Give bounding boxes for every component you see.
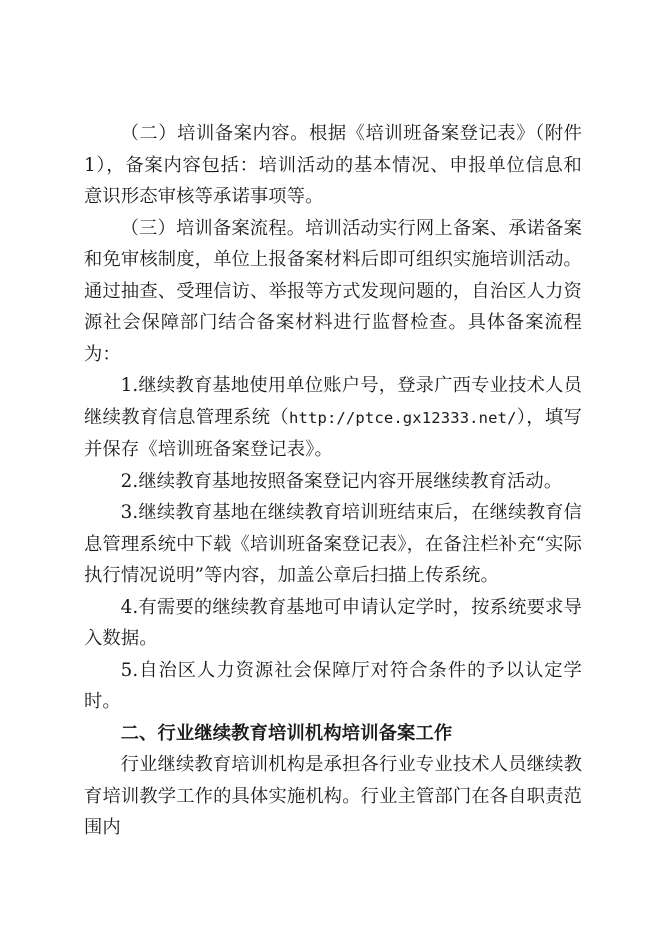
step-1-text-after: ），填写并保存《培训班备案登记表》。 (84, 406, 582, 460)
paragraph-step-1 (84, 370, 582, 466)
paragraph-industry-institutions: 行业继续教育培训机构是承担各行业专业技术人员继续教育培训教学工作的具体实施机构。行业主管部门在各自职责范围内 (84, 754, 582, 838)
document-page (84, 118, 582, 844)
paragraph-step-5: 5.自治区人力资源社会保障厅对符合条件的予以认定学时。 (84, 659, 582, 712)
paragraph-step-3: 3.继续教育基地在继续教育培训班结束后，在继续教育信息管理系统中下载《培训班备案登记表》，在备注栏补充“实际执行情况说明”等内容，加盖公章后扫描上传系统。 (84, 502, 582, 586)
paragraph-filing-content: （二）培训备案内容。根据《培训班备案登记表》（附件1），备案内容包括：培训活动的基本情况、申报单位信息和意识形态审核等承诺事项等。 (84, 123, 582, 207)
section-heading: 二、行业继续教育培训机构培训备案工作 (120, 722, 453, 744)
paragraph-filing-process: （三）培训备案流程。培训活动实行网上备案、承诺备案和免审核制度，单位上报备案材料后即可组织实施培训活动。通过抽查、受理信访、举报等方式发现问题的，自治区人力资源社会保障部门结合备案材料进行监督检查。具体备案流程为： (84, 217, 582, 365)
paragraph-step-4: 4.有需要的继续教育基地可申请认定学时，按系统要求导入数据。 (84, 596, 582, 649)
paragraph-step-2: 2.继续教育基地按照备案登记内容开展继续教育活动。 (120, 470, 563, 492)
step-1-text-before: 1.继续教育基地使用单位账户号，登录广西专业技术人员继续教育信息管理系统（ (84, 375, 582, 428)
system-url-link[interactable]: http://ptce.gx12333.net/ (289, 408, 517, 427)
